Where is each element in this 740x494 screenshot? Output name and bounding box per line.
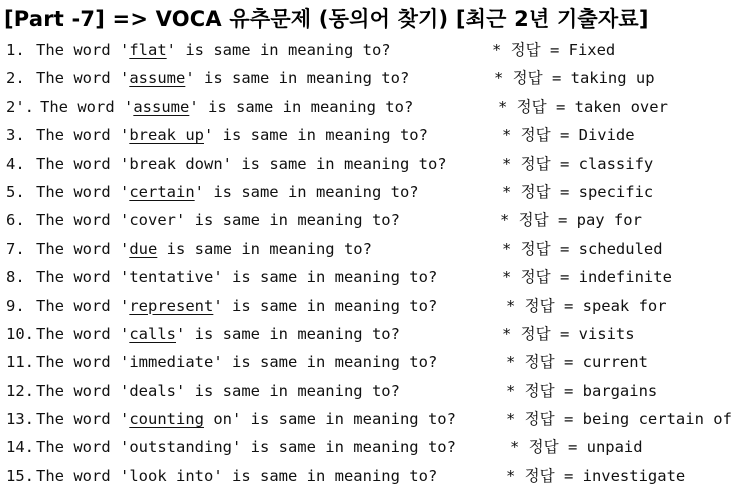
answer-prefix: * 정답 =: [500, 211, 577, 230]
vocab-word: flat: [129, 41, 167, 59]
vocab-word: counting: [129, 410, 204, 429]
question-prefix: The word ': [36, 268, 130, 287]
question-prefix: The word ': [36, 410, 130, 429]
vocab-word: break down: [129, 154, 223, 173]
answer-text: [510, 433, 643, 461]
item-number: 7.: [6, 239, 25, 258]
answer-value: pay for: [576, 211, 642, 230]
question-suffix: ' is same in meaning to?: [166, 41, 391, 59]
question-prefix: The word ': [36, 211, 130, 230]
item-number: 3.: [6, 126, 25, 145]
question-text: [36, 348, 437, 376]
vocab-word: represent: [129, 296, 214, 315]
answer-text: [498, 93, 668, 121]
answer-value: specific: [578, 182, 654, 201]
vocab-word: certain: [129, 182, 195, 201]
question-suffix: ' is same in meaning to?: [213, 268, 438, 287]
answer-value: classify: [578, 154, 654, 173]
answer-prefix: * 정답 =: [506, 381, 583, 400]
list-item: [0, 462, 740, 490]
question-suffix: ' is same in meaning to?: [231, 438, 456, 457]
question-text: [40, 93, 413, 121]
item-number: 2'.: [6, 97, 34, 116]
item-number: 12.: [6, 381, 34, 400]
answer-text: [502, 235, 663, 263]
answer-prefix: * 정답 =: [502, 182, 579, 201]
answer-value: visits: [578, 324, 635, 343]
question-suffix: ' is same in meaning to?: [185, 69, 410, 88]
vocab-word: outstanding: [129, 438, 232, 457]
list-item: [0, 348, 740, 376]
answer-text: [494, 64, 655, 92]
list-item: [0, 292, 740, 320]
answer-prefix: * 정답 =: [502, 126, 579, 145]
vocab-word: assume: [133, 97, 190, 116]
item-number: 4.: [6, 154, 25, 173]
answer-value: current: [582, 353, 648, 372]
question-prefix: The word ': [36, 466, 130, 485]
question-suffix: ' is same in meaning to?: [222, 154, 447, 173]
question-prefix: The word ': [36, 381, 130, 400]
item-number: 14.: [6, 438, 34, 457]
question-suffix: on' is same in meaning to?: [203, 410, 456, 429]
question-prefix: The word ': [36, 353, 130, 372]
list-item: [0, 150, 740, 178]
question-prefix: The word ': [36, 69, 130, 88]
list-item: [0, 405, 740, 433]
item-number: 11.: [6, 353, 34, 372]
item-number: 13.: [6, 410, 34, 429]
question-prefix: The word ': [36, 154, 130, 173]
answer-text: [492, 36, 615, 64]
answer-prefix: * 정답 =: [502, 324, 579, 343]
question-text: [36, 433, 456, 461]
question-list: [0, 36, 740, 490]
list-item: [0, 93, 740, 121]
item-number: 2.: [6, 69, 25, 88]
answer-prefix: * 정답 =: [492, 41, 569, 59]
answer-text: [502, 150, 653, 178]
question-prefix: The word ': [36, 438, 130, 457]
list-item: [0, 235, 740, 263]
item-number: 8.: [6, 268, 25, 287]
vocab-word: due: [129, 239, 158, 258]
question-suffix: ' is same in meaning to?: [189, 97, 414, 116]
answer-prefix: * 정답 =: [506, 410, 583, 429]
question-prefix: The word ': [40, 97, 134, 116]
list-item: [0, 320, 740, 348]
question-suffix: ' is same in meaning to?: [203, 126, 428, 145]
list-item: [0, 64, 740, 92]
list-item: [0, 36, 740, 64]
question-suffix: ' is same in meaning to?: [213, 353, 438, 372]
question-text: [36, 150, 447, 178]
item-number: 6.: [6, 211, 25, 230]
answer-value: investigate: [582, 466, 686, 485]
answer-prefix: * 정답 =: [502, 239, 579, 258]
vocab-word: look into: [129, 466, 214, 485]
answer-text: [502, 263, 672, 291]
answer-text: [506, 377, 657, 405]
answer-value: Divide: [578, 126, 635, 145]
list-item: [0, 433, 740, 461]
answer-prefix: * 정답 =: [502, 154, 579, 173]
list-item: [0, 263, 740, 291]
question-text: [36, 320, 400, 348]
question-prefix: The word ': [36, 126, 130, 145]
question-text: [36, 263, 437, 291]
question-suffix: ' is same in meaning to?: [213, 466, 438, 485]
answer-prefix: * 정답 =: [498, 97, 575, 116]
question-suffix: is same in meaning to?: [157, 239, 372, 258]
answer-text: [506, 462, 685, 490]
answer-value: taken over: [574, 97, 668, 116]
answer-value: indefinite: [578, 268, 672, 287]
question-text: [36, 235, 372, 263]
item-number: 10.: [6, 324, 34, 343]
answer-text: [506, 405, 732, 433]
answer-text: [506, 292, 667, 320]
question-prefix: The word ': [36, 324, 130, 343]
question-text: [36, 178, 419, 206]
vocab-word: tentative: [129, 268, 214, 287]
item-number: 9.: [6, 296, 25, 315]
vocab-word: break up: [129, 126, 204, 145]
answer-value: speak for: [582, 296, 667, 315]
question-text: [36, 292, 437, 320]
page-title: [Part -7] => VOCA 유추문제 (동의어 찾기) [최근 2년 기출자료]: [4, 7, 649, 31]
vocab-word: calls: [129, 324, 176, 343]
answer-prefix: * 정답 =: [506, 353, 583, 372]
vocab-word: immediate: [129, 353, 214, 372]
answer-prefix: * 정답 =: [502, 268, 579, 287]
question-text: [36, 64, 409, 92]
answer-text: [500, 206, 642, 234]
vocab-word: assume: [129, 69, 186, 88]
question-suffix: ' is same in meaning to?: [194, 182, 419, 201]
question-text: [36, 377, 400, 405]
question-text: [36, 462, 437, 490]
item-number: 15.: [6, 466, 34, 485]
answer-value: bargains: [582, 381, 658, 400]
answer-value: Fixed: [568, 41, 616, 59]
list-item: [0, 121, 740, 149]
answer-text: [502, 320, 635, 348]
list-item: [0, 178, 740, 206]
vocab-word: cover: [129, 211, 176, 230]
answer-value: taking up: [570, 69, 655, 88]
item-number: 1.: [6, 41, 25, 59]
question-prefix: The word ': [36, 296, 130, 315]
question-text: [36, 36, 391, 64]
answer-value: unpaid: [586, 438, 643, 457]
question-text: [36, 121, 428, 149]
question-suffix: ' is same in meaning to?: [176, 324, 400, 343]
question-prefix: The word ': [36, 41, 130, 59]
vocab-word: deals: [129, 381, 176, 400]
answer-prefix: * 정답 =: [494, 69, 571, 88]
question-suffix: ' is same in meaning to?: [176, 211, 400, 230]
question-suffix: ' is same in meaning to?: [213, 296, 438, 315]
list-item: [0, 206, 740, 234]
question-text: [36, 405, 456, 433]
answer-text: [506, 348, 648, 376]
answer-prefix: * 정답 =: [506, 296, 583, 315]
item-number: 5.: [6, 182, 25, 201]
question-prefix: The word ': [36, 239, 130, 258]
question-prefix: The word ': [36, 182, 130, 201]
list-item: [0, 377, 740, 405]
answer-value: being certain of: [582, 410, 732, 429]
answer-prefix: * 정답 =: [510, 438, 587, 457]
question-text: [36, 206, 400, 234]
question-suffix: ' is same in meaning to?: [176, 381, 400, 400]
answer-prefix: * 정답 =: [506, 466, 583, 485]
answer-text: [502, 121, 635, 149]
answer-text: [502, 178, 653, 206]
answer-value: scheduled: [578, 239, 663, 258]
